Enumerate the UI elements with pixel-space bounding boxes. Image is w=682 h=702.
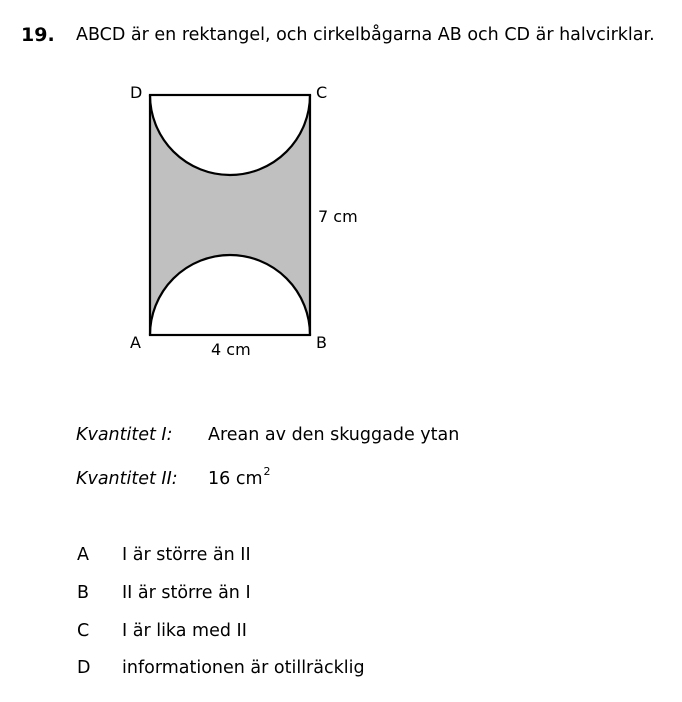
question-text: ABCD är en rektangel, och cirkelbågarna AB och CD är halvcirklar. bbox=[76, 25, 655, 45]
width-dimension-label: 4 cm bbox=[211, 340, 251, 359]
option-d-letter: D bbox=[77, 658, 91, 678]
option-c-text: I är lika med II bbox=[122, 621, 247, 641]
quantity-one-label: Kvantitet I: bbox=[76, 425, 173, 445]
quantity-two-value-base: 16 cm bbox=[208, 469, 263, 489]
question-number: 19. bbox=[21, 24, 55, 46]
vertex-label-d: D bbox=[130, 83, 143, 102]
quantity-two-exponent: 2 bbox=[263, 465, 271, 478]
shaded-region bbox=[150, 95, 310, 335]
vertex-label-b: B bbox=[316, 333, 327, 352]
quantity-two-label: Kvantitet II: bbox=[76, 469, 178, 489]
option-b-text: II är större än I bbox=[122, 583, 251, 603]
option-c-letter: C bbox=[77, 621, 90, 641]
option-a-letter: A bbox=[77, 545, 89, 565]
vertex-label-c: C bbox=[316, 83, 328, 102]
option-b-letter: B bbox=[77, 583, 90, 603]
height-dimension-label: 7 cm bbox=[318, 207, 358, 226]
quantity-one-value: Arean av den skuggade ytan bbox=[208, 425, 460, 445]
quantity-two-value bbox=[208, 465, 271, 489]
option-d-text: informationen är otillräcklig bbox=[122, 658, 365, 678]
vertex-label-a: A bbox=[130, 333, 141, 352]
option-a-text: I är större än II bbox=[122, 545, 251, 565]
